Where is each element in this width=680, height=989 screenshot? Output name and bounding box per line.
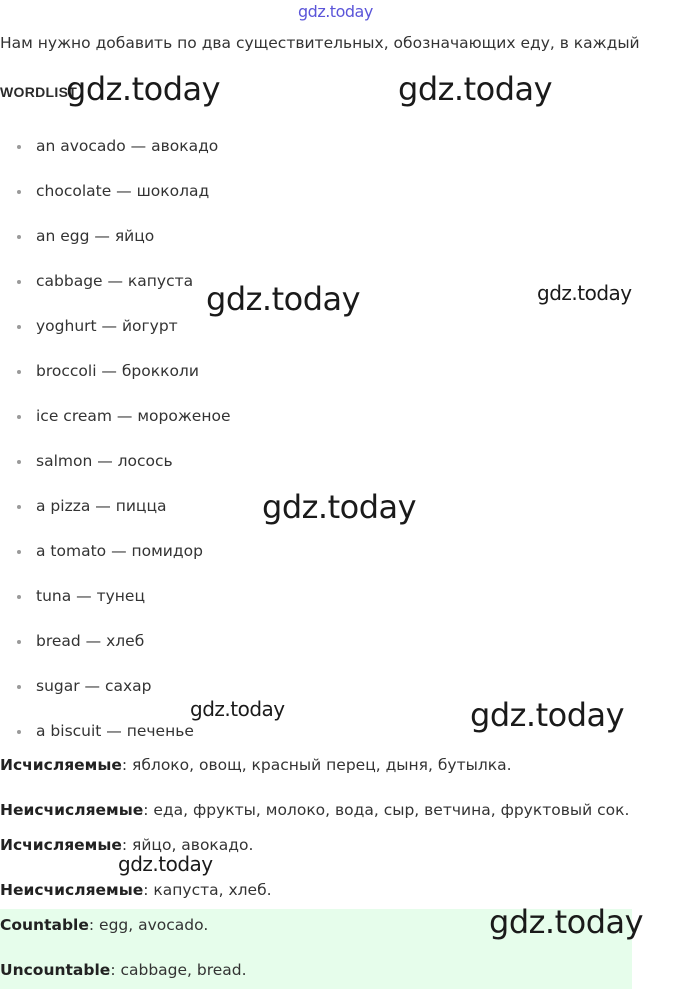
bullet-icon (17, 235, 21, 239)
list-item-text: cabbage — капуста (36, 272, 194, 290)
countable-en (0, 916, 208, 934)
list-item-text: bread — хлеб (36, 632, 145, 650)
wordlist (0, 124, 230, 754)
list-item (0, 124, 230, 169)
bullet-icon (17, 460, 21, 464)
list-item (0, 304, 230, 349)
watermark-6: gdz.today (190, 697, 285, 721)
bullet-icon (17, 685, 21, 689)
list-item (0, 439, 230, 484)
list-item-text: a pizza — пицца (36, 497, 167, 515)
bullet-icon (17, 640, 21, 644)
bullet-icon (17, 730, 21, 734)
countable-en-text: : egg, avocado. (88, 916, 209, 934)
countable-ru-1-label: Исчисляемые (0, 756, 122, 774)
list-item-text: yoghurt — йогурт (36, 317, 178, 335)
list-item (0, 259, 230, 304)
countable-ru-2-text: : яйцо, авокадо. (121, 836, 254, 854)
list-item (0, 394, 230, 439)
uncountable-ru-2 (0, 881, 272, 899)
watermark-top: gdz.today (298, 2, 373, 21)
watermark-2: gdz.today (398, 70, 553, 108)
list-item-text: salmon — лосось (36, 452, 173, 470)
bullet-icon (17, 145, 21, 149)
list-item-text: broccoli — брокколи (36, 362, 199, 380)
list-item (0, 169, 230, 214)
bullet-icon (17, 280, 21, 284)
list-item (0, 574, 230, 619)
bullet-icon (17, 595, 21, 599)
uncountable-en-label: Uncountable (0, 961, 111, 979)
countable-ru-1 (0, 756, 512, 774)
intro-text: Нам нужно добавить по два существительных, обозначающих еду, в каждый (0, 34, 640, 52)
uncountable-ru-1-label: Неисчисляемые (0, 801, 144, 819)
watermark-4: gdz.today (537, 281, 632, 305)
list-item-text: an egg — яйцо (36, 227, 155, 245)
uncountable-en-text: : cabbage, bread. (110, 961, 247, 979)
watermark-5: gdz.today (262, 488, 417, 526)
watermark-9: gdz.today (489, 903, 644, 941)
list-item-text: a tomato — помидор (36, 542, 203, 560)
bullet-icon (17, 415, 21, 419)
uncountable-ru-1 (0, 801, 629, 819)
list-item-text: sugar — сахар (36, 677, 152, 695)
bullet-icon (17, 370, 21, 374)
list-item-text: tuna — тунец (36, 587, 145, 605)
bullet-icon (17, 505, 21, 509)
countable-ru-2-label: Исчисляемые (0, 836, 122, 854)
bullet-icon (17, 190, 21, 194)
uncountable-en (0, 961, 247, 979)
uncountable-ru-2-label: Неисчисляемые (0, 881, 144, 899)
watermark-7: gdz.today (470, 696, 625, 734)
uncountable-ru-2-text: : капуста, хлеб. (143, 881, 272, 899)
watermark-3: gdz.today (206, 280, 361, 318)
countable-en-label: Countable (0, 916, 89, 934)
wordlist-heading: WORDLIST (0, 84, 78, 100)
list-item-text: chocolate — шоколад (36, 182, 210, 200)
list-item-text: ice cream — мороженое (36, 407, 231, 425)
bullet-icon (17, 550, 21, 554)
list-item-text: an avocado — авокадо (36, 137, 219, 155)
watermark-1: gdz.today (66, 70, 221, 108)
list-item-text: a biscuit — печенье (36, 722, 194, 740)
watermark-8: gdz.today (118, 852, 213, 876)
list-item (0, 619, 230, 664)
list-item (0, 214, 230, 259)
countable-ru-1-text: : яблоко, овощ, красный перец, дыня, бутылка. (121, 756, 512, 774)
list-item (0, 484, 230, 529)
bullet-icon (17, 325, 21, 329)
uncountable-ru-1-text: : еда, фрукты, молоко, вода, сыр, ветчина, фруктовый сок. (143, 801, 630, 819)
list-item (0, 529, 230, 574)
list-item (0, 349, 230, 394)
